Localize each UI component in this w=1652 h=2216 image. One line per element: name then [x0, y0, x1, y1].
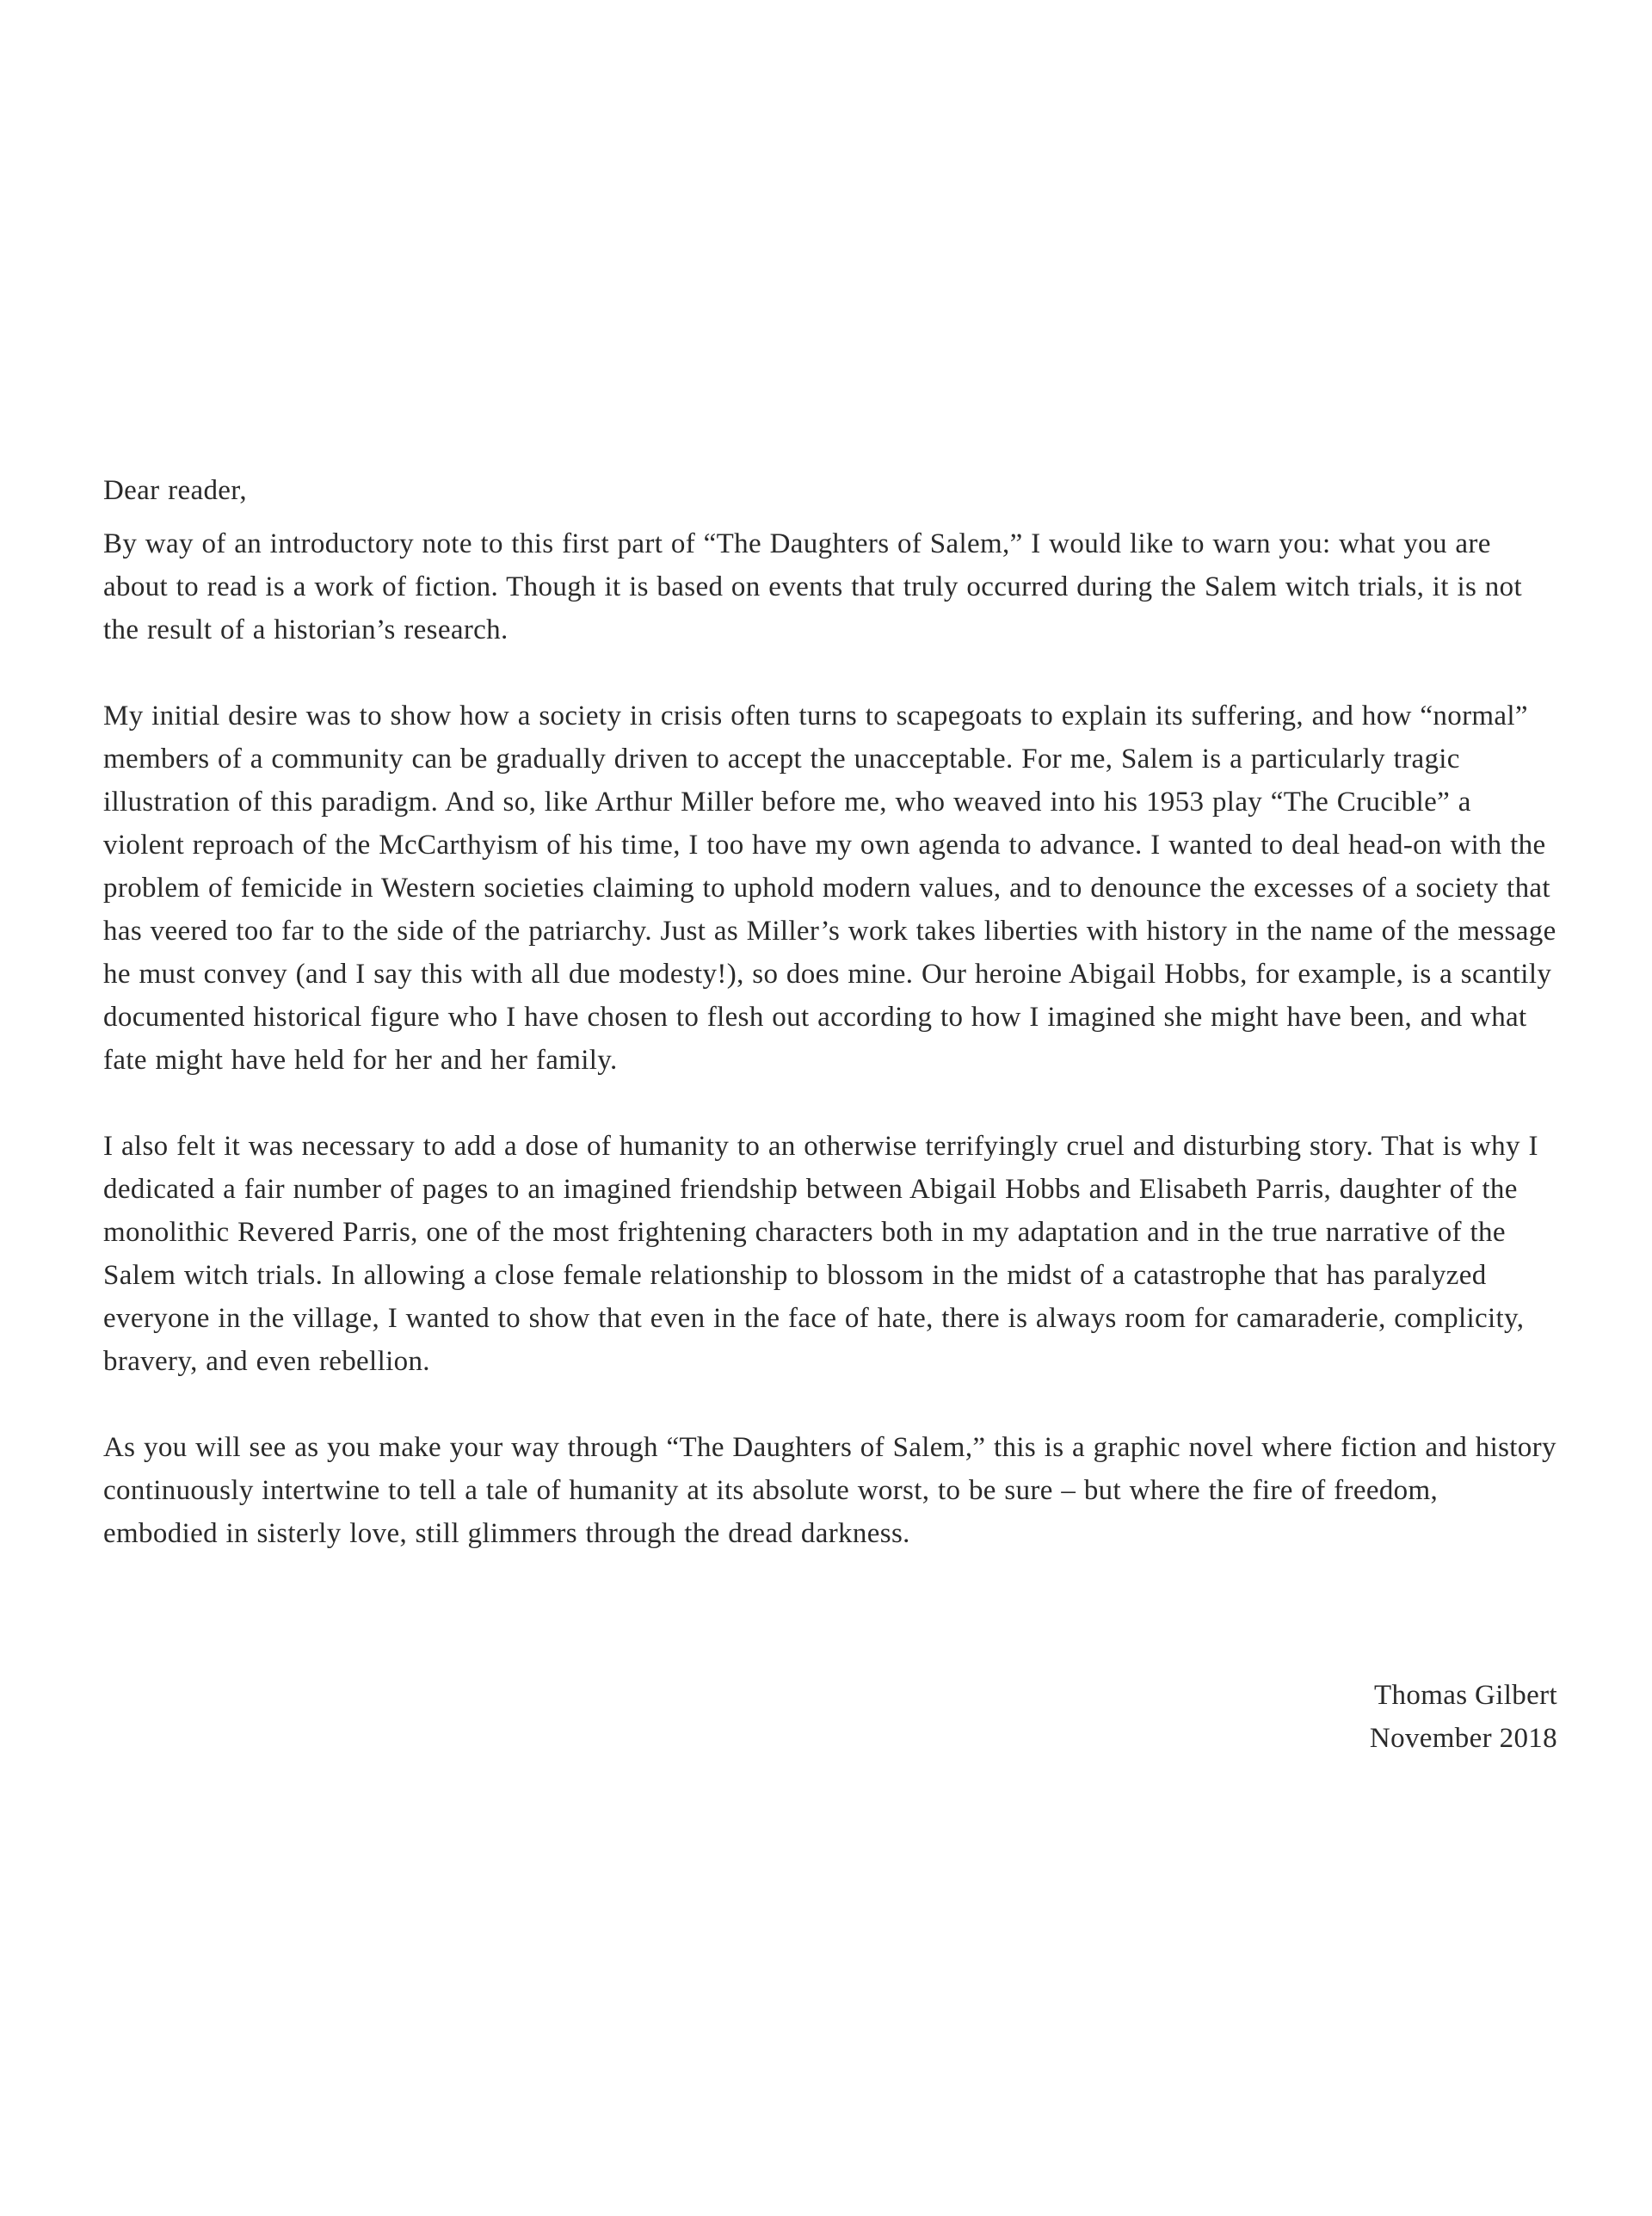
- letter-paragraph-3: I also felt it was necessary to add a dose of humanity to an otherwise terrifyingly cruel and disturbing story. That is why I dedicated a fair number of pages to an imagined friendship between Abigail Hobbs and Elisabeth Parris, daughter of the monolithic Revered Parris, one of the most frightening characters both in my adaptation and in the true narrative of the Salem witch trials. In allowing a close female relationship to blossom in the midst of a catastrophe that has paralyzed everyone in the village, I wanted to show that even in the face of hate, there is always room for camaraderie, complicity, bravery, and even rebellion.: [103, 1131, 1538, 1377]
- letter-signature: [103, 1674, 1557, 1760]
- signature-name: Thomas Gilbert: [1374, 1680, 1557, 1711]
- letter-paragraph-1: By way of an introductory note to this first part of “The Daughters of Salem,” I would like to warn you: what you are about to read is a work of fiction. Though it is based on events that truly occurred during the Salem witch trials, it is not the result of a historian’s research.: [103, 528, 1522, 645]
- letter-salutation: Dear reader,: [103, 475, 247, 506]
- letter-paragraph-2: My initial desire was to show how a society in crisis often turns to scapegoats to explain its suffering, and how “normal” members of a community can be gradually driven to accept the unacceptable. For me, Salem is a particularly tragic illustration of this paradigm. And so, like Arthur Miller before me, who weaved into his 1953 play “The Crucible” a violent reproach of the McCarthyism of his time, I too have my own agenda to advance. I wanted to deal head-on with the problem of femicide in Western societies claiming to uphold modern values, and to denounce the excesses of a society that has veered too far to the side of the patriarchy. Just as Miller’s work takes liberties with history in the name of the message he must convey (and I say this with all due modesty!), so does mine. Our heroine Abigail Hobbs, for example, is a scantily documented historical figure who I have chosen to flesh out according to how I imagined she might have been, and what fate might have held for her and her family.: [103, 701, 1556, 1076]
- letter-body: [103, 469, 1557, 1598]
- signature-date: November 2018: [1369, 1723, 1557, 1754]
- letter-paragraph-4: As you will see as you make your way through “The Daughters of Salem,” this is a graphic novel where fiction and history continuously intertwine to tell a tale of humanity at its absolute worst, to be sure – but where the fire of freedom, embodied in sisterly love, still glimmers through the dread darkness.: [103, 1432, 1556, 1549]
